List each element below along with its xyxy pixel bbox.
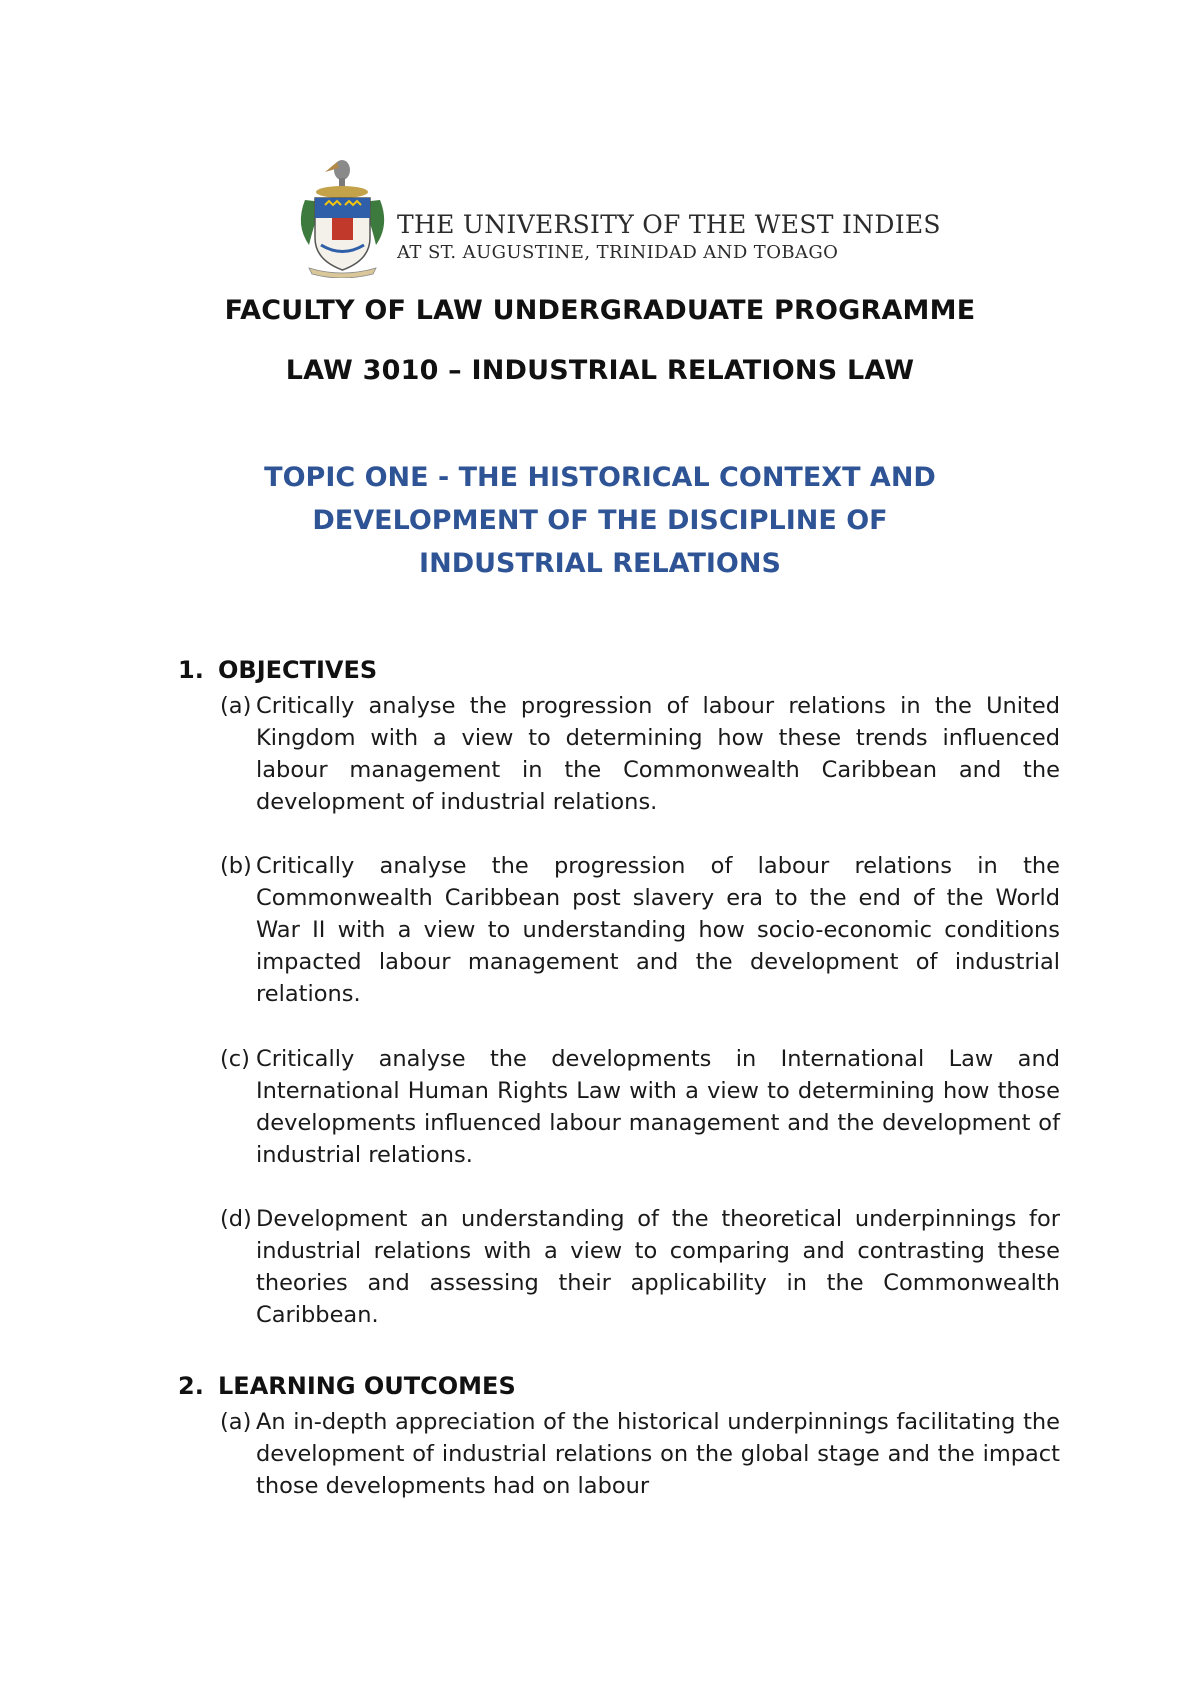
item-text: Critically analyse the progression of labour relations in the United Kingdom with a view to determining how these trends influenced labour management in the Commonwealth Caribbean and the development of industrial relations. bbox=[256, 693, 1060, 815]
item-label: (a) bbox=[220, 693, 252, 719]
item-text: Development an understanding of the theoretical underpinnings for industrial relations with a view to comparing and contrasting these theories and assessing their applicability in the Commonwealth Caribbean. bbox=[256, 1206, 1060, 1328]
item-text: Critically analyse the progression of labour relations in the Commonwealth Caribbean post slavery era to the end of the World War II with a view to understanding how socio-economic conditions impacted labour management and the development of industrial relations. bbox=[256, 853, 1060, 1007]
item-text: Critically analyse the developments in International Law and International Human Rights Law with a view to determining how those developments influenced labour management and the development of industrial relations. bbox=[256, 1046, 1060, 1168]
section-number: 2. bbox=[178, 1372, 204, 1400]
faculty-title: FACULTY OF LAW UNDERGRADUATE PROGRAMME bbox=[224, 295, 976, 326]
uwi-crest-icon bbox=[295, 150, 390, 278]
list-item bbox=[220, 690, 1060, 818]
list-item bbox=[220, 1406, 1060, 1502]
university-name: THE UNIVERSITY OF THE WEST INDIES bbox=[397, 210, 941, 239]
item-label: (b) bbox=[220, 853, 252, 879]
item-label: (d) bbox=[220, 1206, 252, 1232]
section-heading-objectives bbox=[178, 656, 377, 684]
section-title: LEARNING OUTCOMES bbox=[218, 1372, 516, 1400]
topic-title: TOPIC ONE - THE HISTORICAL CONTEXT AND DEVELOPMENT OF THE DISCIPLINE OF INDUSTRIAL RELATIONS bbox=[264, 462, 936, 579]
university-logo bbox=[295, 150, 941, 278]
section-number: 1. bbox=[178, 656, 204, 684]
list-item bbox=[220, 1203, 1060, 1331]
university-campus: AT ST. AUGUSTINE, TRINIDAD AND TOBAGO bbox=[397, 242, 839, 263]
item-label: (a) bbox=[220, 1409, 252, 1435]
section-title: OBJECTIVES bbox=[218, 656, 378, 684]
list-item bbox=[220, 1043, 1060, 1171]
list-item bbox=[220, 850, 1060, 1010]
course-title: LAW 3010 – INDUSTRIAL RELATIONS LAW bbox=[285, 355, 915, 386]
item-text: An in-depth appreciation of the historical underpinnings facilitating the development of industrial relations on the global stage and the impact those developments had on labour bbox=[256, 1409, 1060, 1499]
item-label: (c) bbox=[220, 1046, 250, 1072]
section-heading-learning-outcomes bbox=[178, 1372, 516, 1400]
